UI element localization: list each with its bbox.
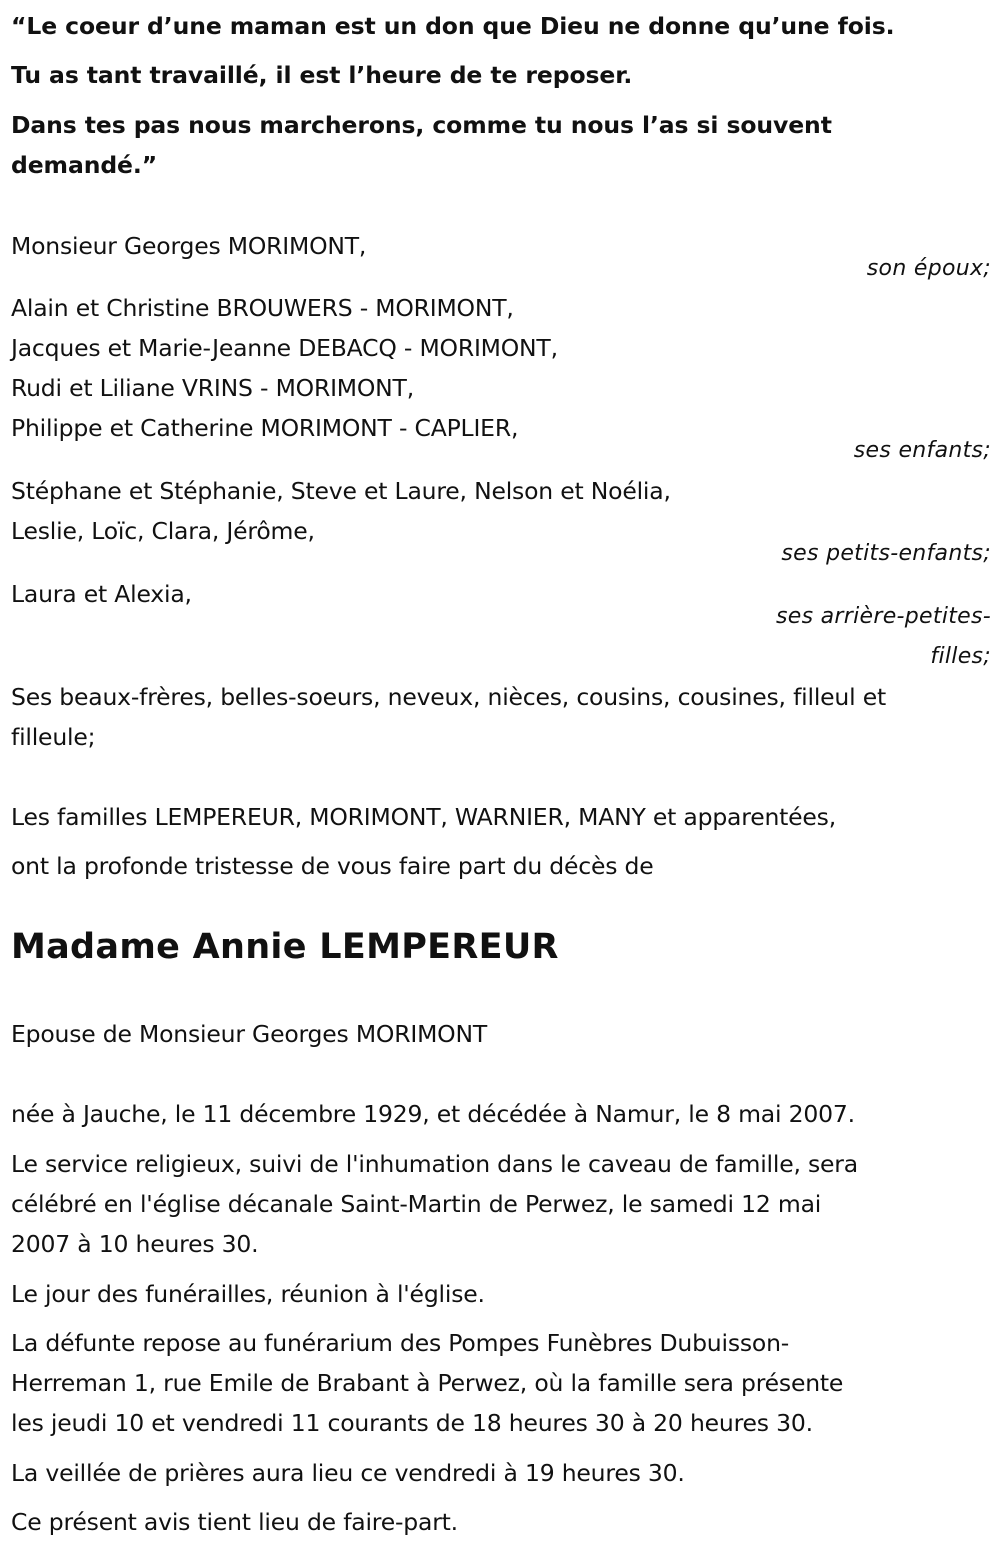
extended-family-line-2: filleule;: [11, 723, 96, 751]
deceased-name: Madame Annie LEMPEREUR: [11, 927, 559, 967]
great-grandchildren-role-line-2: filles;: [930, 644, 991, 669]
children-role: ses enfants;: [853, 438, 991, 463]
quote-line-1: “Le coeur d’une maman est un don que Dieu ne donne qu’une fois.: [11, 12, 895, 40]
visitation-line-1: La défunte repose au funérarium des Pompes Funèbres Dubuisson-: [11, 1329, 790, 1357]
child-line-1: Alain et Christine BROUWERS - MORIMONT,: [11, 294, 514, 322]
visitation-line-3: les jeudi 10 et vendredi 11 courants de 18 heures 30 à 20 heures 30.: [11, 1409, 813, 1437]
grandchildren-role: ses petits-enfants;: [781, 541, 991, 566]
deceased-spouse: Epouse de Monsieur Georges MORIMONT: [11, 1020, 487, 1048]
birth-death-line: née à Jauche, le 11 décembre 1929, et décédée à Namur, le 8 mai 2007.: [11, 1100, 855, 1128]
great-grandchildren-names: Laura et Alexia,: [11, 580, 192, 608]
grandchild-line-2: Leslie, Loïc, Clara, Jérôme,: [11, 517, 315, 545]
vigil-line: La veillée de prières aura lieu ce vendredi à 19 heures 30.: [11, 1459, 685, 1487]
quote-line-2: Tu as tant travaillé, il est l’heure de te reposer.: [11, 61, 633, 89]
quote-line-3a: Dans tes pas nous marcherons, comme tu nous l’as si souvent: [11, 111, 832, 139]
spouse-name: Monsieur Georges MORIMONT,: [11, 232, 367, 260]
child-line-2: Jacques et Marie-Jeanne DEBACQ - MORIMONT,: [11, 334, 558, 362]
meeting-line: Le jour des funérailles, réunion à l'église.: [11, 1280, 485, 1308]
service-line-2: célébré en l'église décanale Saint-Martin de Perwez, le samedi 12 mai: [11, 1190, 822, 1218]
child-line-4: Philippe et Catherine MORIMONT - CAPLIER,: [11, 414, 519, 442]
announcement-line: ont la profonde tristesse de vous faire part du décès de: [11, 852, 654, 880]
families-line: Les familles LEMPEREUR, MORIMONT, WARNIER, MANY et apparentées,: [11, 803, 836, 831]
service-line-3: 2007 à 10 heures 30.: [11, 1230, 259, 1258]
extended-family-line-1: Ses beaux-frères, belles-soeurs, neveux, nièces, cousins, cousines, filleul et: [11, 683, 886, 711]
grandchild-line-1: Stéphane et Stéphanie, Steve et Laure, Nelson et Noélia,: [11, 477, 671, 505]
spouse-role: son époux;: [866, 256, 991, 281]
service-line-1: Le service religieux, suivi de l'inhumation dans le caveau de famille, sera: [11, 1150, 858, 1178]
notice-line: Ce présent avis tient lieu de faire-part.: [11, 1508, 458, 1536]
quote-line-3b: demandé.”: [11, 151, 158, 179]
visitation-line-2: Herreman 1, rue Emile de Brabant à Perwez, où la famille sera présente: [11, 1369, 844, 1397]
great-grandchildren-role-line-1: ses arrière-petites-: [776, 604, 991, 629]
child-line-3: Rudi et Liliane VRINS - MORIMONT,: [11, 374, 414, 402]
